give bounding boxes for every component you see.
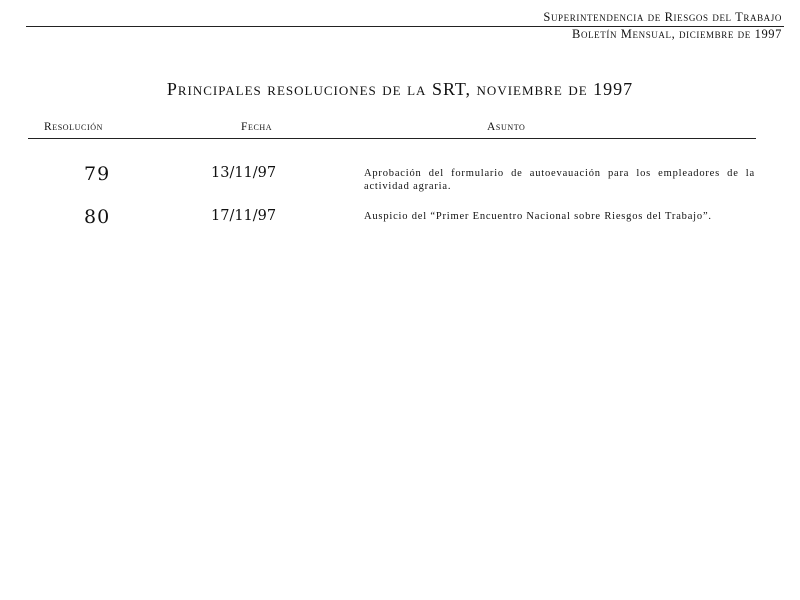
resolution-date: 13/11/97 bbox=[211, 165, 277, 181]
column-header-fecha: Fecha bbox=[241, 121, 273, 133]
resolution-number: 79 bbox=[84, 163, 111, 185]
page-title: Principales resoluciones de la SRT, noviembre de 1997 bbox=[166, 79, 634, 99]
resolution-subject: Aprobación del formulario de autoevauación para los empleadores de la actividad agraria. bbox=[364, 168, 755, 192]
column-header-resolucion: Resolución bbox=[44, 121, 104, 133]
table-row bbox=[0, 206, 800, 246]
table-row bbox=[0, 163, 800, 203]
header-bulletin: Boletín Mensual, diciembre de 1997 bbox=[572, 27, 782, 41]
resolution-date: 17/11/97 bbox=[211, 208, 277, 224]
column-header-asunto: Asunto bbox=[487, 121, 526, 133]
table-header-divider bbox=[28, 138, 756, 139]
resolution-subject: Auspicio del “Primer Encuentro Nacional sobre Riesgos del Trabajo”. bbox=[364, 211, 712, 222]
resolution-number: 80 bbox=[84, 206, 111, 228]
header-institution: Superintendencia de Riesgos del Trabajo bbox=[543, 10, 782, 24]
